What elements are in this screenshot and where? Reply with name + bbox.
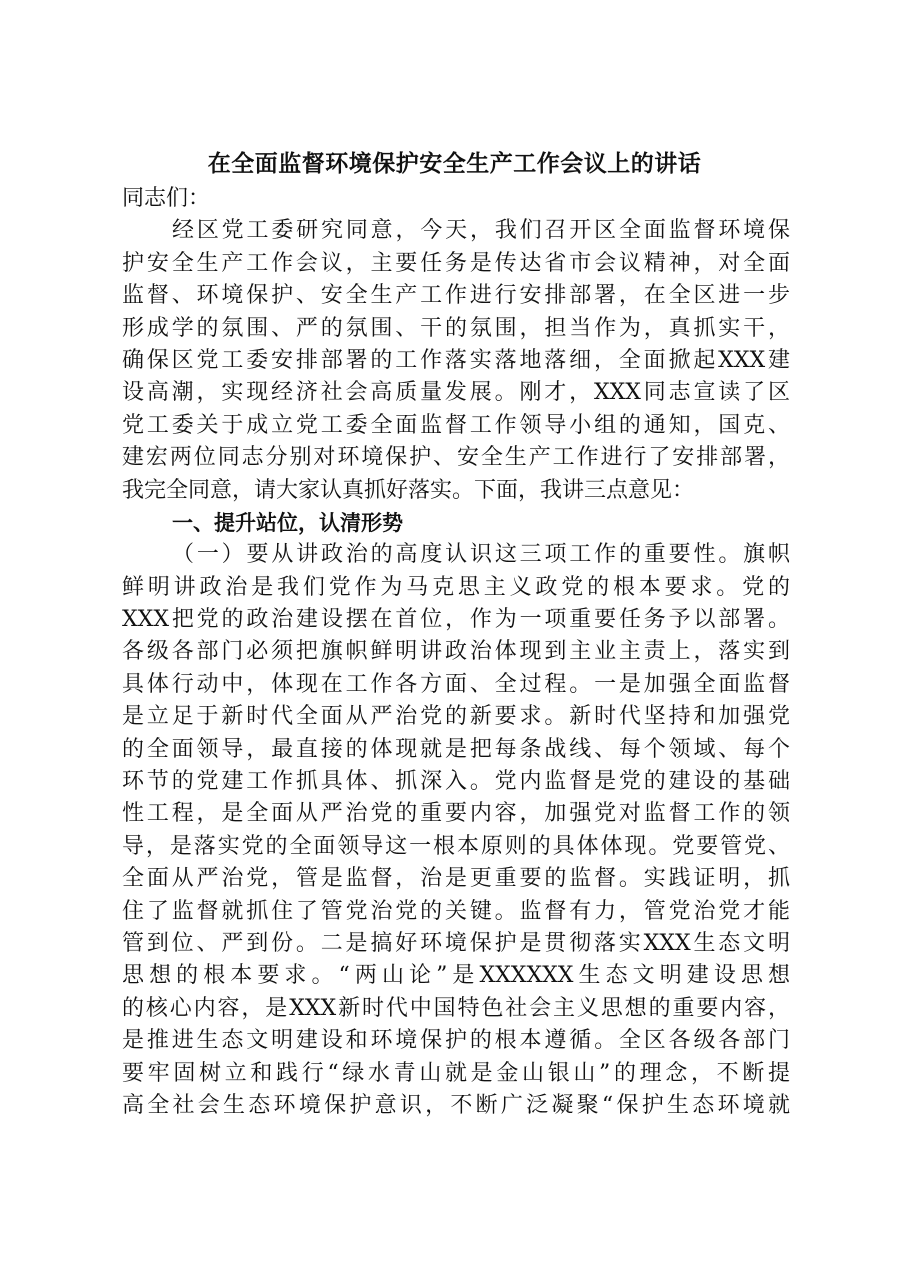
paragraph-line: 确保区党工委安排部署的工作落实落地落细，全面掀起XXX建	[122, 347, 790, 373]
paragraph-line: 要牢固树立和践行“绿水青山就是金山银山”的理念，不断提	[122, 1060, 790, 1086]
paragraph-line: 各级各部门必须把旗帜鲜明讲政治体现到主业主责上，落实到	[122, 639, 790, 665]
paragraph-line: 鲜明讲政治是我们党作为马克思主义政党的根本要求。党的	[122, 574, 790, 600]
paragraph-line: 的核心内容，是XXX新时代中国特色社会主义思想的重要内容，	[122, 995, 790, 1021]
paragraph-line: 具体行动中，体现在工作各方面、全过程。一是加强全面监督	[122, 671, 790, 697]
paragraph-line: 是推进生态文明建设和环境保护的根本遵循。全区各级各部门	[122, 1028, 790, 1054]
paragraph-line: 思想的根本要求。“两山论”是XXXXXX生态文明建设思想	[122, 963, 790, 989]
document-body	[122, 183, 790, 1122]
paragraph-line: 导，是落实党的全面领导这一根本原则的具体体现。党要管党、	[122, 833, 790, 859]
paragraph-line: 建宏两位同志分别对环境保护、安全生产工作进行了安排部署，	[122, 445, 790, 471]
paragraph-line: 是立足于新时代全面从严治党的新要求。新时代坚持和加强党	[122, 704, 790, 730]
paragraph-line: 管到位、严到份。二是搞好环境保护是贯彻落实XXX生态文明	[122, 930, 790, 956]
paragraph-2	[122, 539, 790, 1122]
paragraph-line: 党工委关于成立党工委全面监督工作领导小组的通知，国克、	[122, 412, 790, 438]
paragraph-line: 高全社会生态环境保护意识，不断广泛凝聚“保护生态环境就	[122, 1092, 790, 1118]
paragraph-line: 经区党工委研究同意，今天，我们召开区全面监督环境保	[172, 218, 790, 244]
paragraph-line: 住了监督就抓住了管党治党的关键。监督有力，管党治党才能	[122, 898, 790, 924]
paragraph-line: 性工程，是全面从严治党的重要内容，加强党对监督工作的领	[122, 801, 790, 827]
document-title: 在全面监督环境保护安全生产工作会议上的讲话	[207, 150, 702, 177]
paragraph-line: 的全面领导，最直接的体现就是把每条战线、每个领域、每个	[122, 736, 790, 762]
paragraph-line: （一）要从讲政治的高度认识这三项工作的重要性。旗帜	[172, 542, 790, 568]
paragraph-line: 监督、环境保护、安全生产工作进行安排部署，在全区进一步	[122, 283, 790, 309]
section-heading: 一、提升站位，认清形势	[172, 510, 403, 535]
paragraph-line: 我完全同意，请大家认真抓好落实。下面，我讲三点意见：	[122, 477, 695, 503]
paragraph-line: 环节的党建工作抓具体、抓深入。党内监督是党的建设的基础	[122, 769, 790, 795]
paragraph-line: 护安全生产工作会议，主要任务是传达省市会议精神，对全面	[122, 250, 790, 276]
salutation: 同志们：	[122, 186, 211, 211]
paragraph-line: 设高潮，实现经济社会高质量发展。刚才，XXX同志宣读了区	[122, 380, 790, 406]
paragraph-1	[122, 215, 790, 507]
paragraph-line: XXX把党的政治建设摆在首位，作为一项重要任务予以部署。	[122, 607, 790, 633]
paragraph-line: 全面从严治党，管是监督，治是更重要的监督。实践证明，抓	[122, 866, 790, 892]
paragraph-line: 形成学的氛围、严的氛围、干的氛围，担当作为，真抓实干，	[122, 315, 790, 341]
